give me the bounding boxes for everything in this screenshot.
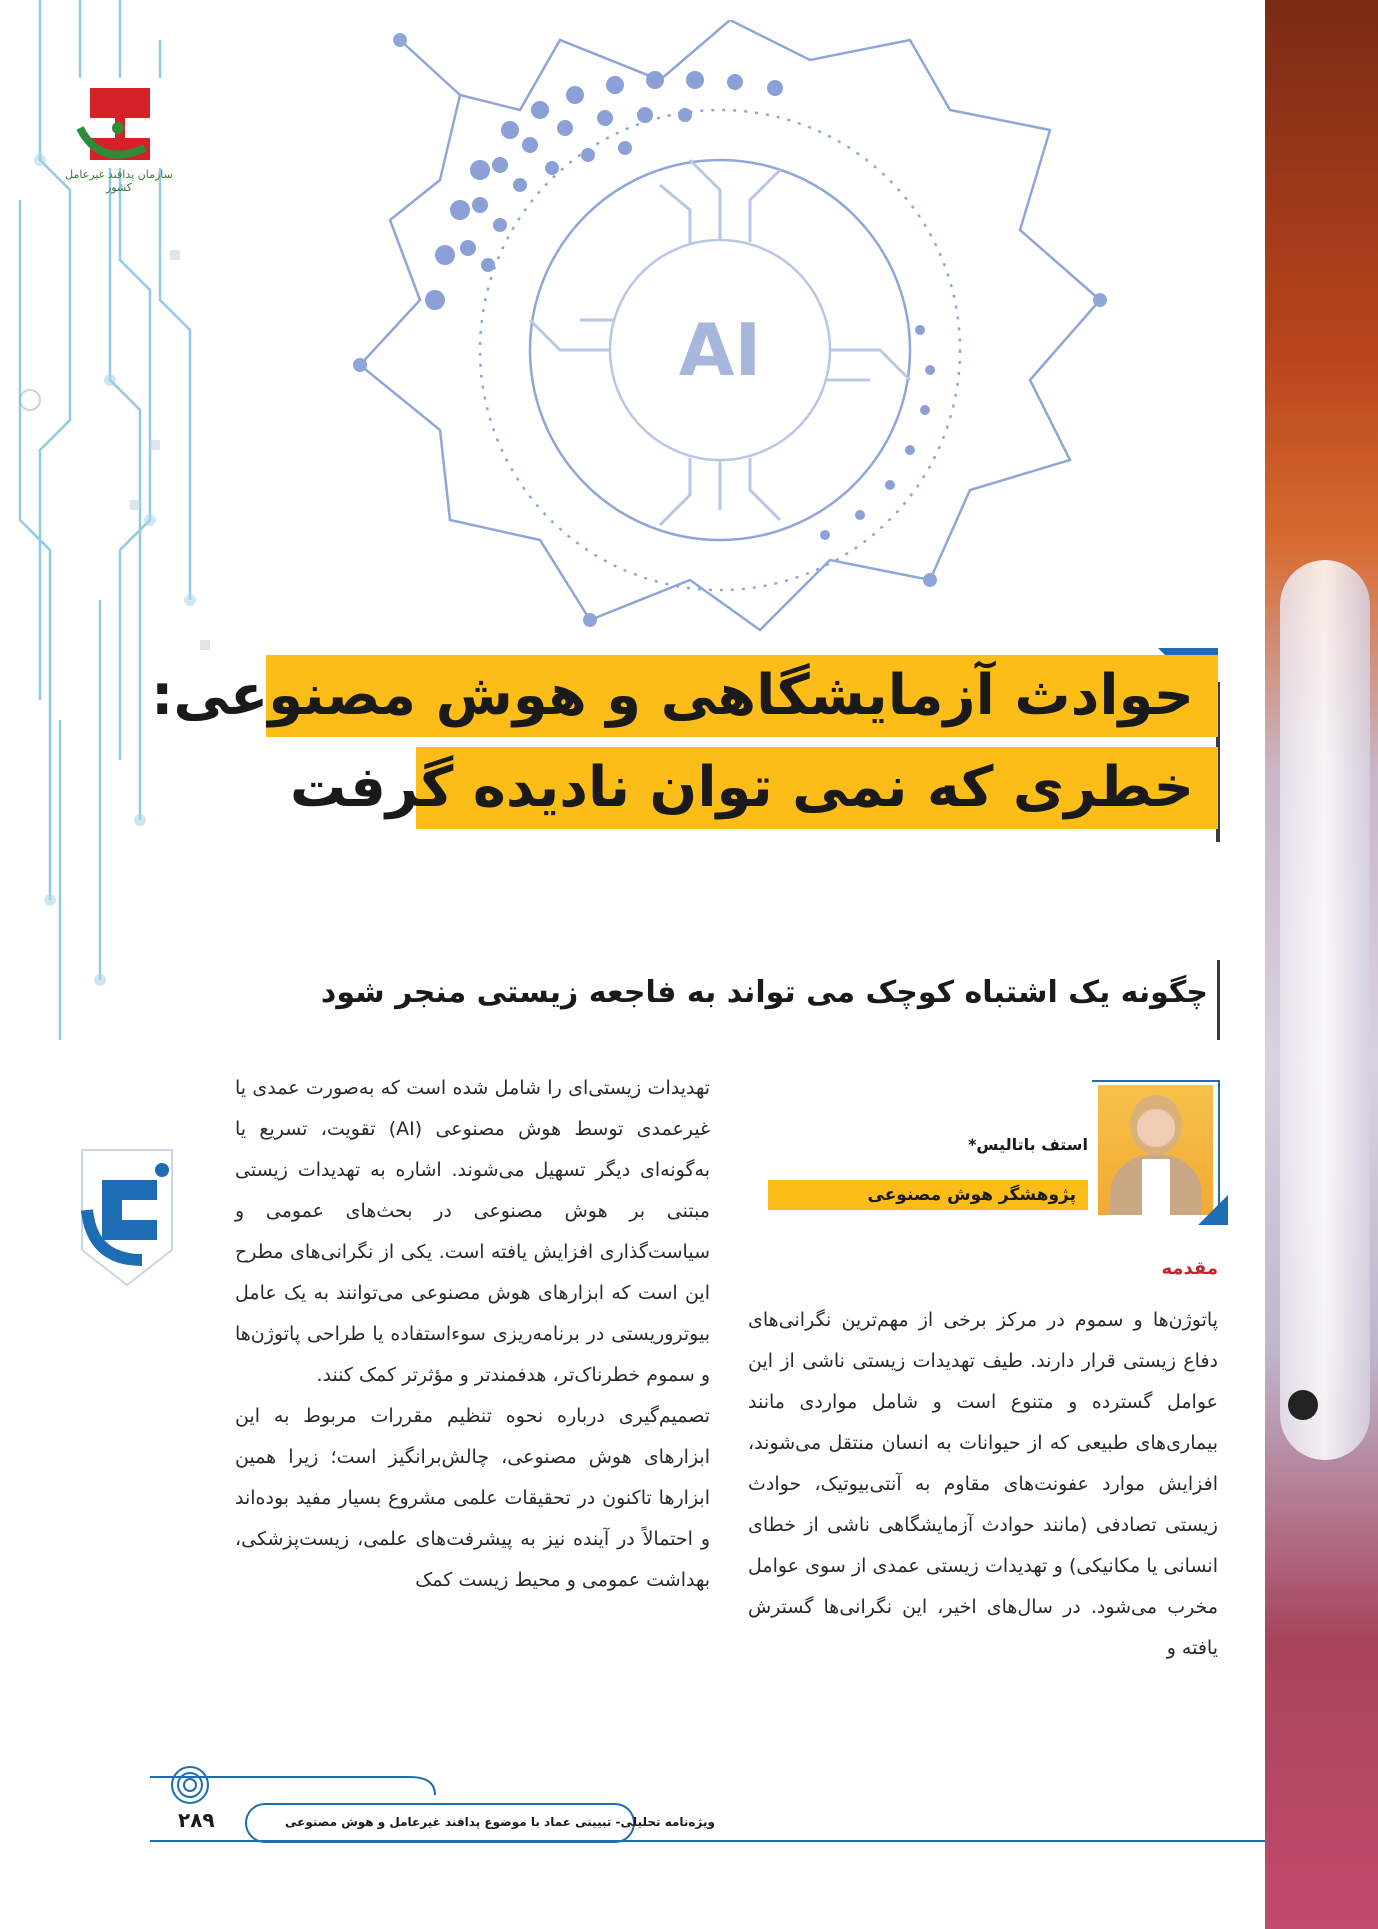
emad-logo [62,1140,192,1290]
title-line-1: حوادث آزمایشگاهی و هوش مصنوعی: [266,655,1218,737]
background-photo-strip [1265,0,1378,1929]
body-column-right [748,1300,1218,1669]
author-photo [1098,1085,1213,1215]
body-paragraph: تصمیم‌گیری درباره نحوه تنظیم مقررات مربوط به این ابزارهای هوش مصنوعی، چالش‌برانگیز است؛ زیرا همین ابزارها تاکنون در تحقیقات علمی مشروع بسیار مفید بوده‌اند و احتمالاً در آینده نیز به پیشرفت‌های علمی، زیست‌پزشکی، بهداشت عمومی و محیط زیست کمک [235,1405,710,1591]
title-line-2: خطری که نمی توان نادیده گرفت [416,747,1218,829]
article-subtitle: چگونه یک اشتباه کوچک می تواند به فاجعه زیستی منجر شود [320,975,1208,1010]
robot-joint-shape [1288,1390,1318,1420]
subtitle-rule [1217,960,1220,1040]
body-column-left [235,1068,710,1601]
author-role: پژوهشگر هوش مصنوعی [768,1180,1088,1210]
section-heading: مقدمه [1161,1258,1218,1279]
org-logo-caption: سازمان پدافند غیرعامل کشور [65,168,173,194]
footer-wave-decoration [150,1765,440,1805]
robot-arm-shape [1280,560,1370,1460]
ai-hero-graphic [330,20,1110,640]
page-number: ۲۸۹ [178,1808,215,1832]
author-corner-accent [1198,1195,1228,1225]
body-paragraph: تهدیدات زیستی‌ای را شامل شده است که به‌صورت عمدی یا غیرعمدی توسط هوش مصنوعی (AI) تقویت، تسریع یا به‌گونه‌ای دیگر تسهیل می‌شوند. اشاره به تهدیدات زیستی مبتنی بر هوش مصنوعی در بحث‌های عمومی و سیاست‌گذاری افزایش یافته است. یکی از نگرانی‌های مطرح این است که ابزارهای هوش مصنوعی می‌توانند به یک عامل بیوتروریستی در برنامه‌ریزی سوءاستفاده یا طراحی پاتوژن‌ها و سموم خطرناک‌تر، هدفمندتر و مؤثرتر کمک کنند. [235,1077,710,1386]
author-name: استف باتالیس* [968,1135,1088,1154]
ai-hero-text: AI [678,308,762,392]
org-logo [70,78,165,168]
footer-series-text: ویژه‌نامه تحلیلی- تبیینی عماد با موضوع پدافند غیرعامل و هوش مصنوعی [285,1815,715,1829]
body-paragraph: پاتوژن‌ها و سموم در مرکز برخی از مهم‌ترین نگرانی‌های دفاع زیستی قرار دارند. طیف تهدیدات زیستی ناشی از این عوامل گسترده و متنوع است و شامل مواردی مانند بیماری‌های طبیعی که از حیوانات به انسان منتقل می‌شوند، افزایش موارد عفونت‌های مقاوم به آنتی‌بیوتیک، حوادث زیستی تصادفی (مانند حوادث آزمایشگاهی ناشی از خطای انسانی یا مکانیکی) و تهدیدات زیستی عمدی از سوی عوامل مخرب می‌شود. در سال‌های اخیر، این نگرانی‌ها گسترش یافته و [748,1309,1218,1659]
